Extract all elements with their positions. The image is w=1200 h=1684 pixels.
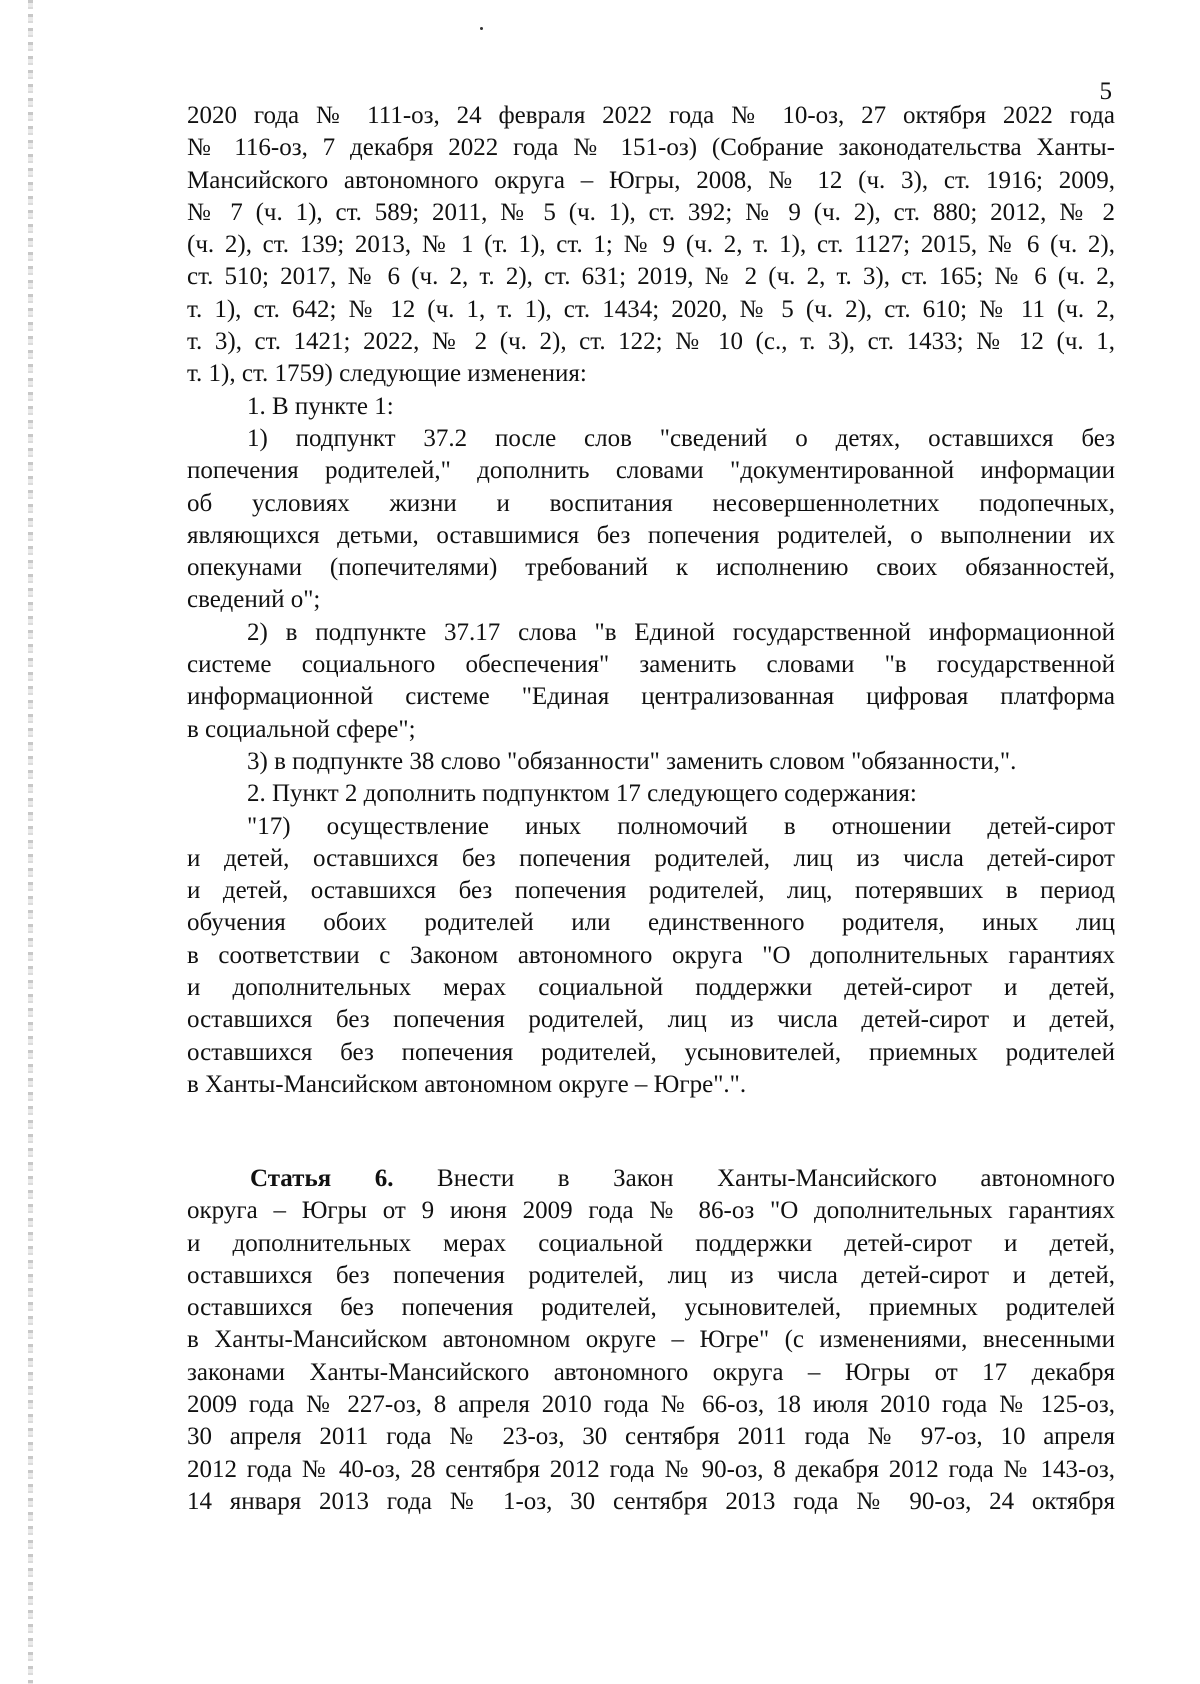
page-number: 5 bbox=[1099, 78, 1112, 105]
text-line: округа – Югры от 9 июня 2009 года № 86-оз "О дополнительных гарантиях bbox=[187, 1197, 1115, 1225]
article-heading: Статья 6. bbox=[250, 1165, 394, 1192]
subclause-first-line: 2) в подпункте 37.17 слова "в Единой государственной информационной bbox=[247, 618, 1115, 646]
subclause-first-line: 3) в подпункте 38 слово "обязанности" заменить словом "обязанности,". bbox=[247, 747, 1017, 775]
text-line: 30 апреля 2011 года № 23-оз, 30 сентября 2011 года № 97-оз, 10 апреля bbox=[187, 1423, 1115, 1451]
text-line: 2020 года № 111-оз, 24 февраля 2022 года № 10-оз, 27 октября 2022 года bbox=[187, 102, 1115, 129]
quoted-subclause-first-line: "17) осуществление иных полномочий в отношении детей-сирот bbox=[247, 812, 1115, 840]
text-line: в социальной сфере"; bbox=[187, 715, 416, 743]
text-line: (ч. 2), ст. 139; 2013, № 1 (т. 1), ст. 1; № 9 (ч. 2, т. 1), ст. 1127; 2015, № 6 (ч. 2), bbox=[187, 231, 1115, 259]
text-line: обучения обоих родителей или единственного родителя, иных лиц bbox=[187, 909, 1115, 937]
text-line: ст. 510; 2017, № 6 (ч. 2, т. 2), ст. 631; 2019, № 2 (ч. 2, т. 3), ст. 165; № 6 (ч. 2, bbox=[187, 263, 1115, 291]
subclause-first-line: 1) подпункт 37.2 после слов "сведений о детях, оставшихся без bbox=[247, 424, 1115, 452]
text-line: т. 1), ст. 1759) следующие изменения: bbox=[187, 360, 587, 388]
text-line: опекунами (попечителями) требований к исполнению своих обязанностей, bbox=[187, 554, 1115, 582]
article-first-line bbox=[187, 1163, 1115, 1195]
text-line: информационной системе "Единая централизованная цифровая платформа bbox=[187, 683, 1115, 711]
text-line: в Ханты-Мансийском автономном округе – Югре".". bbox=[187, 1070, 747, 1098]
text-line: системе социального обеспечения" заменить словами "в государственной bbox=[187, 651, 1115, 679]
text-line: являющихся детьми, оставшимися без попечения родителей, о выполнении их bbox=[187, 521, 1115, 549]
text-line: т. 1), ст. 642; № 12 (ч. 1, т. 1), ст. 1434; 2020, № 5 (ч. 2), ст. 610; № 11 (ч. 2, bbox=[187, 295, 1115, 323]
text-line: № 116-оз, 7 декабря 2022 года № 151-оз) (Собрание законодательства Ханты- bbox=[187, 134, 1115, 162]
scan-speck bbox=[480, 27, 483, 30]
text-line: Мансийского автономного округа – Югры, 2008, № 12 (ч. 3), ст. 1916; 2009, bbox=[187, 166, 1115, 194]
text-line: оставшихся без попечения родителей, лиц из числа детей-сирот и детей, bbox=[187, 1261, 1115, 1289]
text-line: попечения родителей," дополнить словами "документированной информации bbox=[187, 457, 1115, 485]
article-6 bbox=[187, 1163, 1115, 1518]
text-line: и дополнительных мерах социальной поддержки детей-сирот и детей, bbox=[187, 974, 1115, 1002]
text-line: и дополнительных мерах социальной поддержки детей-сирот и детей, bbox=[187, 1229, 1115, 1257]
article-intro: Внести в Закон Ханты-Мансийского автономного bbox=[393, 1165, 1115, 1192]
text-line: и детей, оставшихся без попечения родителей, лиц, потерявших в период bbox=[187, 877, 1115, 905]
text-line: и детей, оставшихся без попечения родителей, лиц из числа детей-сирот bbox=[187, 844, 1115, 872]
scan-binding-edge bbox=[28, 0, 33, 1684]
text-line: № 7 (ч. 1), ст. 589; 2011, № 5 (ч. 1), ст. 392; № 9 (ч. 2), ст. 880; 2012, № 2 bbox=[187, 198, 1115, 226]
clause-heading: 1. В пункте 1: bbox=[247, 392, 394, 420]
text-line: 14 января 2013 года № 1-оз, 30 сентября 2013 года № 90-оз, 24 октября bbox=[187, 1487, 1115, 1515]
text-line: 2012 года № 40-оз, 28 сентября 2012 года № 90-оз, 8 декабря 2012 года № 143-оз, bbox=[187, 1455, 1115, 1483]
clause-heading: 2. Пункт 2 дополнить подпунктом 17 следующего содержания: bbox=[247, 780, 917, 808]
text-line: т. 3), ст. 1421; 2022, № 2 (ч. 2), ст. 122; № 10 (с., т. 3), ст. 1433; № 12 (ч. 1, bbox=[187, 328, 1115, 356]
text-line: в Ханты-Мансийском автономном округе – Югре" (с изменениями, внесенными bbox=[187, 1326, 1115, 1354]
text-line: оставшихся без попечения родителей, лиц из числа детей-сирот и детей, bbox=[187, 1006, 1115, 1034]
text-line: оставшихся без попечения родителей, усыновителей, приемных родителей bbox=[187, 1038, 1115, 1066]
text-line: 2009 года № 227-оз, 8 апреля 2010 года № 66-оз, 18 июля 2010 года № 125-оз, bbox=[187, 1391, 1115, 1419]
text-line: в соответствии с Законом автономного округа "О дополнительных гарантиях bbox=[187, 941, 1115, 969]
text-line: об условиях жизни и воспитания несовершеннолетних подопечных, bbox=[187, 489, 1115, 517]
text-line: сведений о"; bbox=[187, 586, 321, 614]
text-line: законами Ханты-Мансийского автономного округа – Югры от 17 декабря bbox=[187, 1358, 1115, 1386]
amendments-continuation bbox=[187, 100, 1115, 1101]
text-line: оставшихся без попечения родителей, усыновителей, приемных родителей bbox=[187, 1294, 1115, 1322]
